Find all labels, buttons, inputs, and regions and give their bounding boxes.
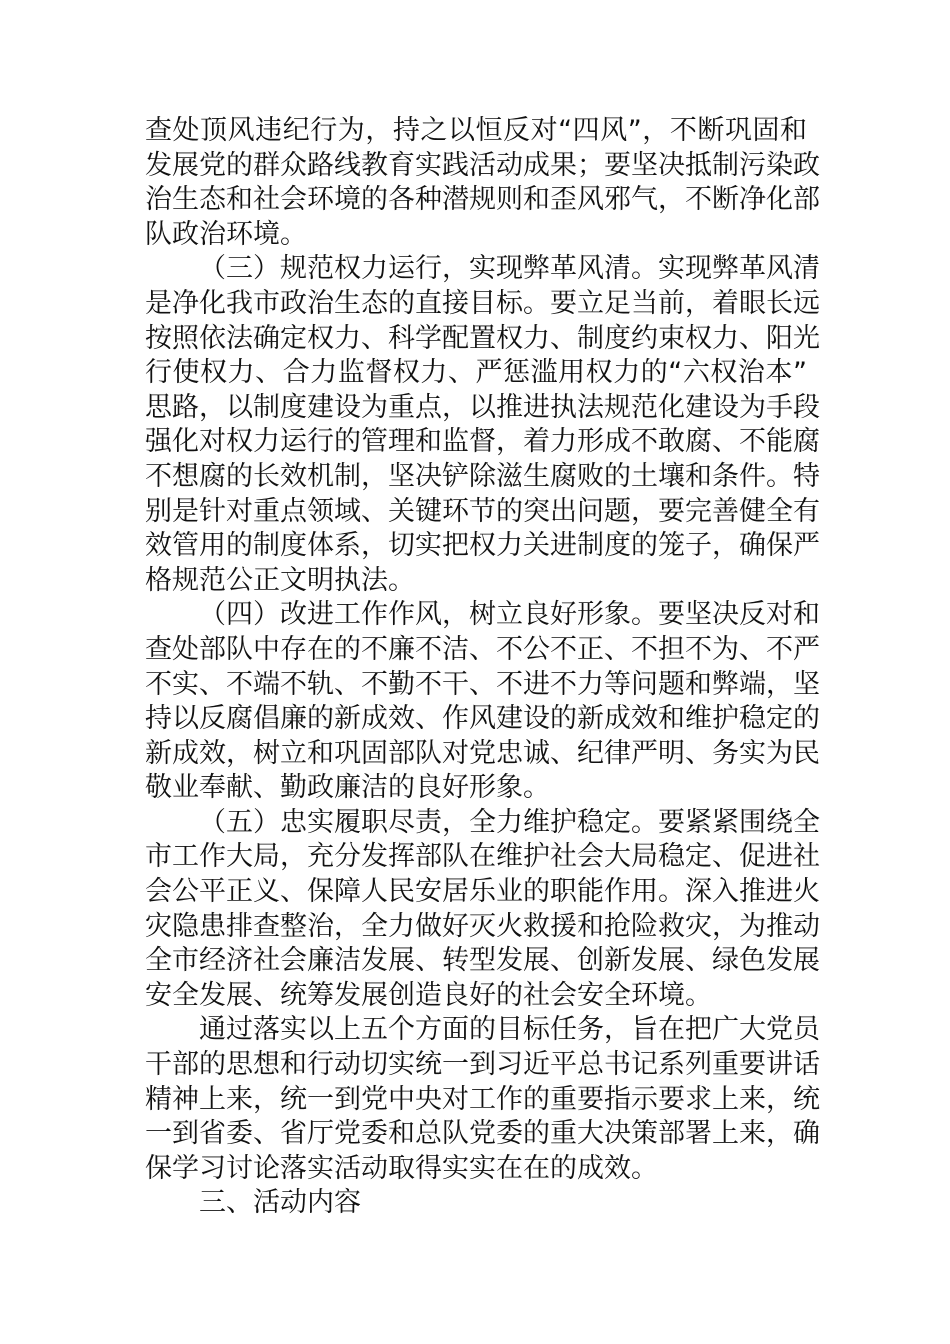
text-line: 别是针对重点领域、关键环节的突出问题，要完善健全有 (145, 495, 820, 527)
text-line: 队政治环境。 (145, 218, 307, 250)
text-line: 干部的思想和行动切实统一到习近平总书记系列重要讲话 (145, 1049, 820, 1081)
text-line: 按照依法确定权力、科学配置权力、制度约束权力、阳光 (145, 322, 820, 354)
section-heading-4: （四）改进工作作风，树立良好形象。要坚决反对和 (199, 599, 820, 631)
text-line: 灾隐患排查整治，全力做好灭火救援和抢险救灾，为推动 (145, 910, 820, 942)
text-line: 是净化我市政治生态的直接目标。要立足当前，着眼长远 (145, 287, 820, 319)
text-line: 持以反腐倡廉的新成效、作风建设的新成效和维护稳定的 (145, 703, 820, 735)
chapter-heading: 三、活动内容 (199, 1187, 361, 1219)
text-line: 市工作大局，充分发挥部队在维护社会大局稳定、促进社 (145, 841, 820, 873)
text-line: 强化对权力运行的管理和监督，着力形成不敢腐、不能腐 (145, 426, 820, 458)
text-line: 查处顶风违纪行为，持之以恒反对“四风”，不断巩固和 (145, 115, 807, 146)
text-line: 格规范公正文明执法。 (145, 564, 415, 596)
text-line: 发展党的群众路线教育实践活动成果；要坚决抵制污染政 (145, 149, 820, 181)
text-line: 效管用的制度体系，切实把权力关进制度的笼子，确保严 (145, 530, 820, 562)
text-line: 思路，以制度建设为重点，以推进执法规范化建设为手段 (145, 391, 820, 423)
text-line: 新成效，树立和巩固部队对党忠诚、纪律严明、务实为民 (145, 737, 820, 769)
text-line: 精神上来，统一到党中央对工作的重要指示要求上来，统 (145, 1083, 820, 1115)
section-heading-5: （五）忠实履职尽责，全力维护稳定。要紧紧围绕全 (199, 806, 820, 838)
text-line: 保学习讨论落实活动取得实实在在的成效。 (145, 1152, 658, 1184)
text-line: 全市经济社会廉洁发展、转型发展、创新发展、绿色发展 (145, 945, 820, 977)
text-line: 不想腐的长效机制，坚决铲除滋生腐败的土壤和条件。特 (145, 460, 820, 492)
text-line: 行使权力、合力监督权力、严惩滥用权力的“六权治本” (145, 357, 807, 389)
text-line: 一到省委、省厅党委和总队党委的重大决策部署上来，确 (145, 1118, 820, 1150)
text-line: 会公平正义、保障人民安居乐业的职能作用。深入推进火 (145, 876, 820, 908)
section-heading-3: （三）规范权力运行，实现弊革风清。实现弊革风清 (199, 253, 820, 285)
summary-paragraph-start: 通过落实以上五个方面的目标任务，旨在把广大党员 (199, 1014, 820, 1046)
document-body (145, 114, 820, 1221)
text-line: 查处部队中存在的不廉不洁、不公不正、不担不为、不严 (145, 633, 820, 665)
text-line: 安全发展、统筹发展创造良好的社会安全环境。 (145, 979, 712, 1011)
text-line: 敬业奉献、勤政廉洁的良好形象。 (145, 772, 550, 804)
text-line: 治生态和社会环境的各种潜规则和歪风邪气，不断净化部 (145, 184, 820, 216)
text-line: 不实、不端不轨、不勤不干、不进不力等问题和弊端，坚 (145, 668, 820, 700)
